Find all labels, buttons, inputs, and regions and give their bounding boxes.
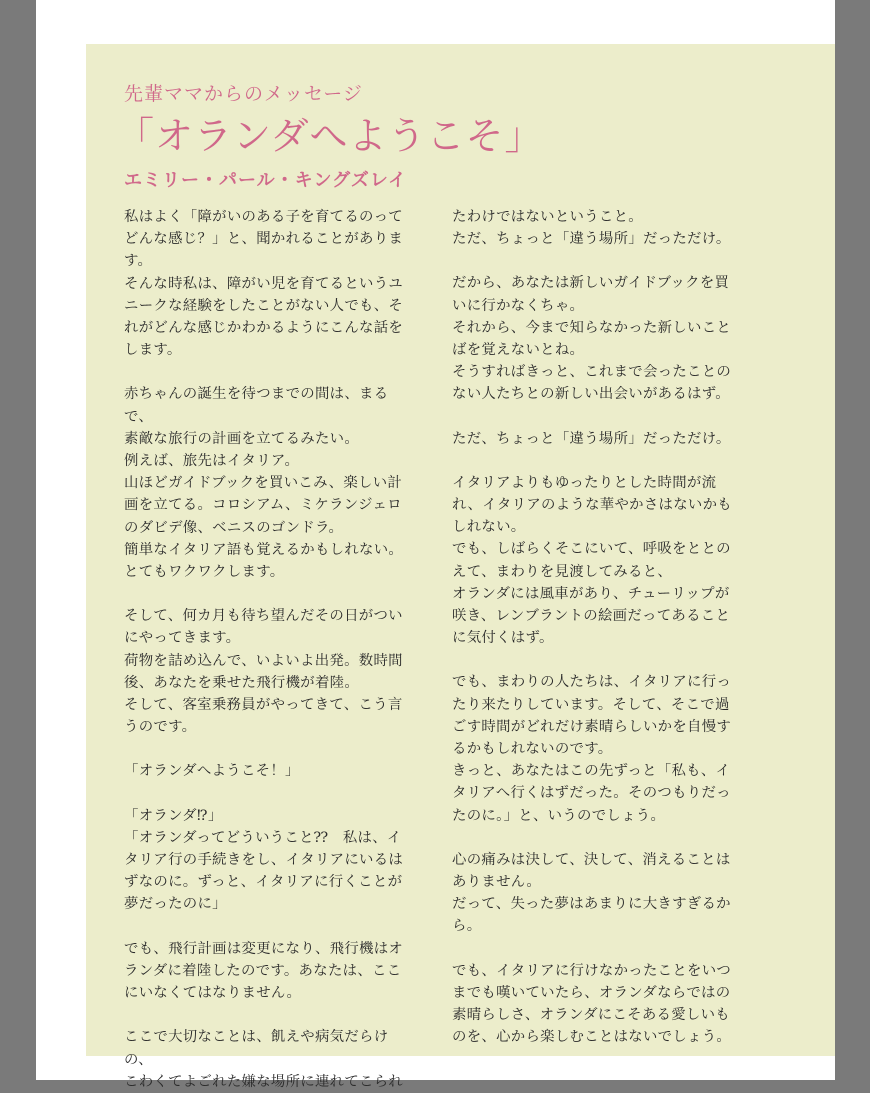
paragraph: ここで大切なことは、飢えや病気だらけの、 こわくてよごれた嫌な場所に連れてこられ — [124, 1029, 404, 1090]
paragraph: でも、まわりの人たちは、イタリアに行っ たり来たりしています。そして、そこで過 ごす時間がどれだけ素晴らしいかを自慢す るかもしれないのです。 きっと、あなたはこの先ずっと「私も、イ タリアへ行くはずだった。そのつもりだっ たのに。」と、いうのでしょう。 — [452, 674, 732, 824]
paragraph: でも、飛行計画は変更になり、飛行機はオ ランダに着陸したのです。あなたは、ここ にいなくてはなりません。 — [124, 940, 404, 1002]
paragraph: 心の痛みは決して、決して、消えることは ありません。 だって、失った夢はあまりに大きすぎるから。 — [452, 851, 731, 935]
paragraph: そして、何カ月も待ち望んだその日がつい にやってきます。 荷物を詰め込んで、いよいよ出発。数時間 後、あなたを乗せた飛行機が着陸。 そして、客室乗務員がやってきて、こう言 うのです。 — [124, 608, 403, 736]
article-author: エミリー・パール・キングズレイ — [124, 170, 408, 191]
paragraph: ただ、ちょっと「違う場所」だっただけ。 — [452, 430, 731, 447]
paragraph: 赤ちゃんの誕生を待つまでの間は、まるで、 素敵な旅行の計画を立てるみたい。 例えば、旅先はイタリア。 山ほどガイドブックを買いこみ、楽しい計 画を立てる。コロシアム、ミケランジェロ のダビデ像、ベニスのゴンドラ。 簡単なイタリア語も覚えるかもしれない。 とてもワクワクします。 — [124, 386, 404, 581]
right-column — [452, 206, 744, 1049]
paragraph: 「オランダ⁉」 「オランダってどういうこと⁇ 私は、イ タリア行の手続きをし、イタリアにいるは ずなのに。ずっと、イタリアに行くことが 夢だったのに」 — [124, 807, 404, 913]
paragraph: でも、イタリアに行けなかったことをいつ までも嘆いていたら、オランダならではの 素晴らしさ、オランダにこそある愛しいも のを、心から楽しむことはないでしょう。 — [452, 962, 732, 1046]
article-title: 「オランダへようこそ」 — [116, 114, 544, 158]
left-column — [124, 206, 416, 1093]
paragraph: イタリアよりもゆったりとした時間が流 れ、イタリアのような華やかさはないかも しれない。 でも、しばらくそこにいて、呼吸をととの えて、まわりを見渡してみると、 オランダには風車があり、チューリップが 咲き、レンブラントの絵画だってあること に気付くはず。 — [452, 474, 732, 647]
article-kicker: 先輩ママからのメッセージ — [124, 83, 363, 105]
paragraph: だから、あなたは新しいガイドブックを買 いに行かなくちゃ。 それから、今まで知らなかった新しいこと ばを覚えないとね。 そうすればきっと、これまで会ったことの ない人たちとの新しい出会いがあるはず。 — [452, 275, 732, 403]
paragraph: 「オランダへようこそ！」 — [124, 763, 300, 780]
paragraph: たわけではないということ。 ただ、ちょっと「違う場所」だっただけ。 — [452, 209, 731, 248]
article-header — [116, 80, 544, 194]
paragraph: 私はよく「障がいのある子を育てるのって どんな感じ？」と、聞かれることがあります。 そんな時私は、障がい児を育てるというユ ニークな経験をしたことがない人でも、そ れがどんな感じかわかるようにこんな話を します。 — [124, 209, 404, 359]
